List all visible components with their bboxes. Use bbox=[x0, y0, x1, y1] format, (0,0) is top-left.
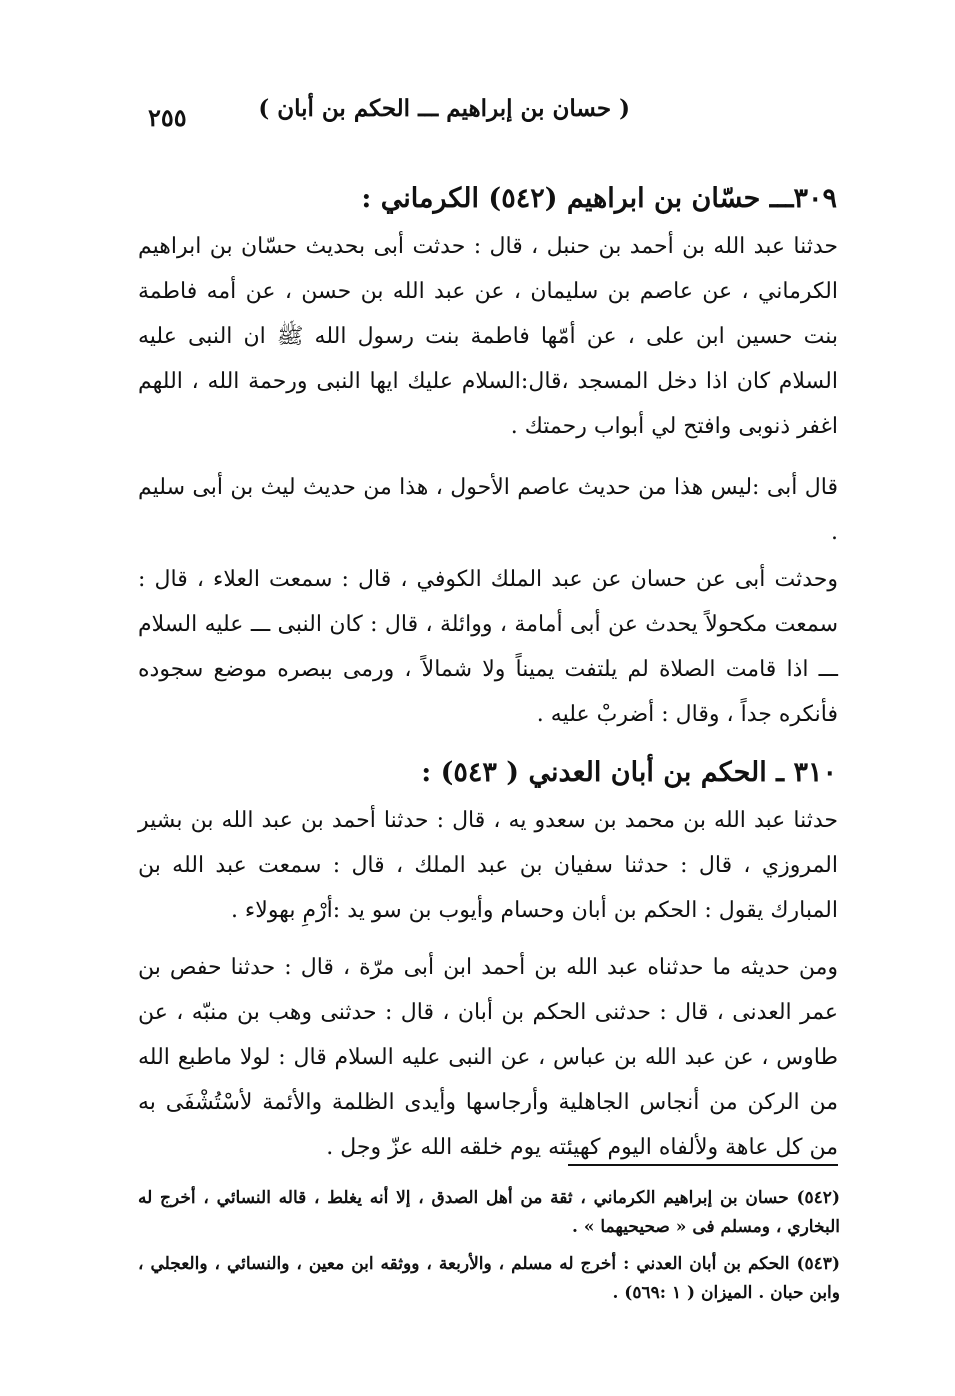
entry-309-heading: ٣٠٩ـــ حسّان بن ابراهيم (٥٤٢) الكرماني : bbox=[361, 183, 837, 214]
paragraph-text: قال أبى :ليس هذا من حديث عاصم الأحول ، هذا من حديث ليث بن أبى سليم . bbox=[138, 475, 838, 545]
footnote-543 bbox=[138, 1250, 840, 1308]
footnote-542 bbox=[138, 1184, 840, 1242]
paragraph-text: وحدثت أبى عن حسان عن عبد الملك الكوفي ، قال : سمعت العلاء ، قال : سمعت مكحولاً يحدث عن أبى أمامة ، ووائلة ، قال : كان النبى ـــ عليه السلام ـــ اذا قامت الصلاة لم يلتفت يميناً ولا شمالاً ، ورمى ببصره موضع سجوده فأنكره جداً ، وقال : أضربْ عليه . bbox=[138, 567, 838, 727]
entry-309-paragraph-2 bbox=[138, 465, 838, 555]
running-header-title: ( حسان بن إبراهيم ـــ الحكم بن أبان ) bbox=[258, 95, 630, 122]
paragraph-text: حدثنا عبد الله بن محمد بن سعدو يه ، قال : حدثنا أحمد بن عبد الله بن بشير المروزي ، قال : حدثنا سفيان بن عبد الملك ، قال : سمعت عبد الله بن المبارك يقول : الحكم بن أبان وحسام وأيوب بن سو يد :أرْمِ بهولاء . bbox=[138, 808, 838, 923]
footnote-text: (٥٤٣) الحكم بن أبان العدني : أخرج له مسلم ، والأربعة ، ووثقه ابن معين ، والنسائي ، والعجلي ، وابن حبان . الميزان ( ١ :٥٦٩) . bbox=[138, 1254, 840, 1303]
paragraph-text: ومن حديثه ما حدثناه عبد الله بن أحمد ابن أبى مرّة ، قال : حدثنا حفص بن عمر العدنى ، قال : حدثنى الحكم بن أبان ، قال : حدثنى وهب بن منبّه ، عن طاوس ، عن عبد الله بن عباس ، عن النبى عليه السلام قال : لولا ماطبع الله من الركن من أنجاس الجاهلية وأرجاسها وأيدى الظلمة والأئمة لأسْتُشْفَى به من كل عاهة ولألفاه اليوم كهيئته يوم خلقه الله عزّ وجل . bbox=[138, 955, 838, 1160]
entry-310-heading: ٣١٠ ـ الحكم بن أبان العدني ( ٥٤٣) : bbox=[421, 757, 837, 788]
entry-310-paragraph-2 bbox=[138, 945, 838, 1170]
paragraph-text: حدثنا عبد الله بن أحمد بن حنبل ، قال : حدثت أبى بحديث حسّان بن ابراهيم الكرماني ، عن عاصم بن سليمان ، عن عبد الله بن حسن ، عن أمه فاطمة بنت حسين ابن على ، عن أمّها فاطمة بنت رسول الله ﷺ ان النبى عليه السلام كان اذا دخل المسجد ،قال:السلام عليك ايها النبى ورحمة الله ، اللهم اغفر ذنوبى وافتح لي أبواب رحمتك . bbox=[138, 234, 838, 439]
page-number: ٢٥٥ bbox=[148, 103, 187, 132]
footnote-separator bbox=[568, 1164, 838, 1166]
entry-310-paragraph-1 bbox=[138, 798, 838, 933]
entry-309-paragraph-3 bbox=[138, 557, 838, 737]
entry-309-paragraph-1 bbox=[138, 224, 838, 449]
footnote-text: (٥٤٢) حسان بن إبراهيم الكرماني ، ثقة من أهل الصدق ، إلا أنه يغلط ، قاله النسائي ، أخرج له البخاري ، ومسلم فى « صحيحيهما » . bbox=[138, 1188, 840, 1237]
